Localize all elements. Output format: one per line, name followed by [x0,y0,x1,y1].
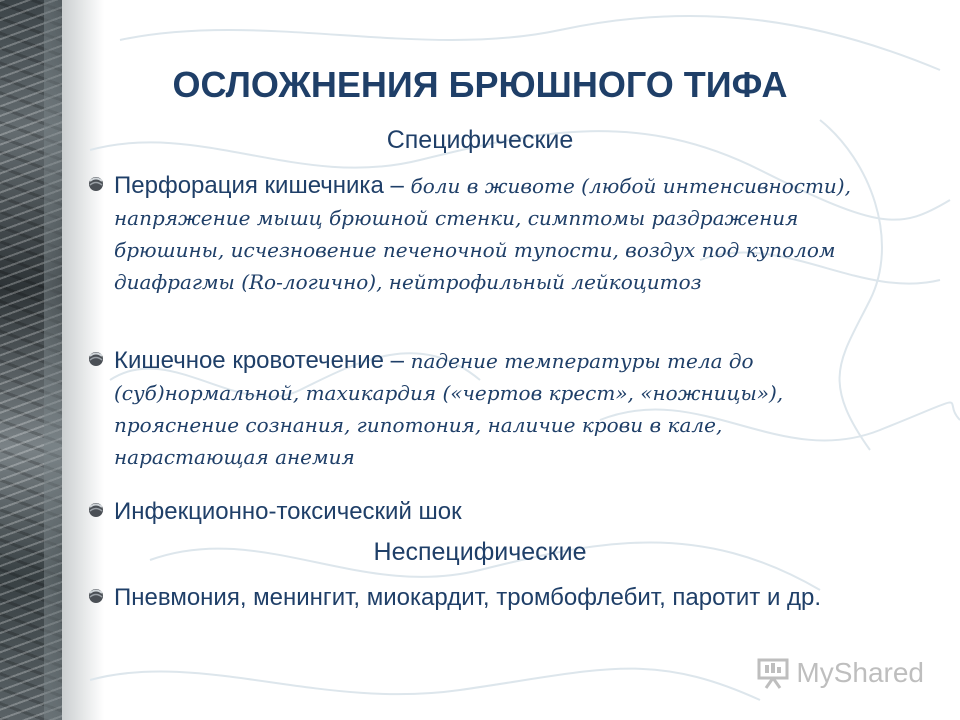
sphere-bullet-icon [84,172,114,196]
list-item-text [114,582,821,613]
item-term: Инфекционно-токсический шок [114,498,462,525]
item-description: боли в животе (любой интенсивности), напряжение мышц брюшной стенки, симптомы раздражения брюшины, исчезновение печеночной тупости, воздух под куполом диафрагмы (Ro-логично), нейтрофильный лейкоцитоз [114,174,851,294]
list-item-text [114,345,874,473]
section-heading-nonspecific: Неспецифические [373,538,587,566]
section-heading-specific: Специфические [386,126,574,154]
watermark [756,656,924,690]
item-description: падение температуры тела до (суб)нормальной, тахикардия («чертов крест», «ножницы»), прояснение сознания, гипотония, наличие крови в кале, нарастающая анемия [114,349,784,469]
list-item-text [114,496,462,527]
list-item-other [84,582,874,613]
list-item-shock [84,496,874,527]
slide-title: ОСЛОЖНЕНИЯ БРЮШНОГО ТИФА [172,64,788,105]
presentation-board-icon [756,656,790,690]
list-item-bleeding [84,345,874,473]
watermark-text: MyShared [796,657,924,688]
list-item-perforation [84,170,874,298]
list-item-text [114,170,874,298]
item-term: Пневмония, менингит, миокардит, тромбофлебит, паротит и др. [114,584,822,611]
item-term: Кишечное кровотечение – [114,347,411,374]
item-term: Перфорация кишечника – [114,172,411,199]
sphere-bullet-icon [84,498,114,522]
sphere-bullet-icon [84,584,114,608]
sphere-bullet-icon [84,347,114,371]
